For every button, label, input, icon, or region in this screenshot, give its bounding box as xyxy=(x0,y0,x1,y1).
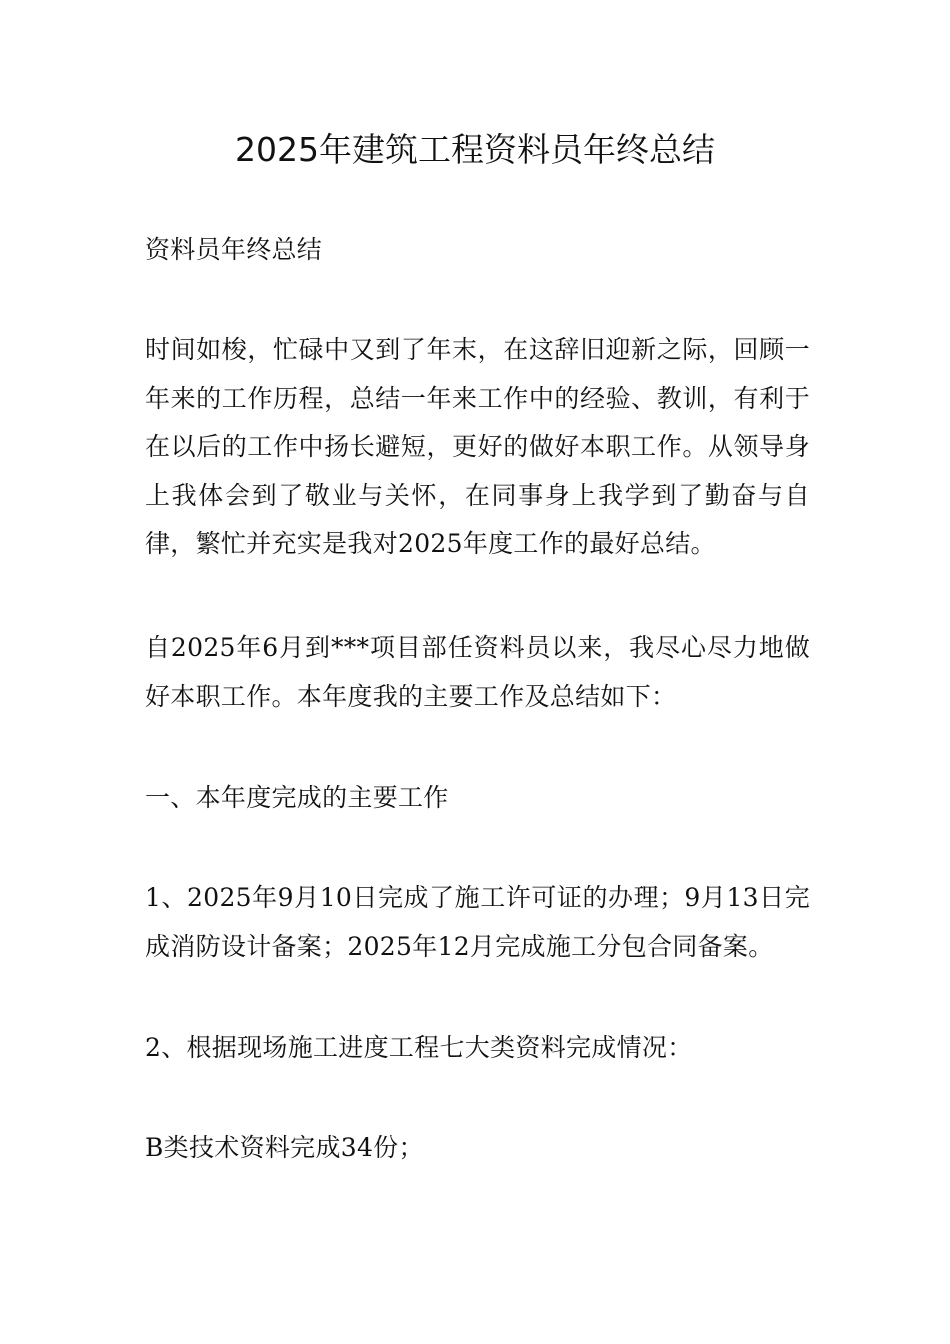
list-item-progress: 2、根据现场施工进度工程七大类资料完成情况： xyxy=(145,1033,693,1062)
list-item-b-type-docs: B类技术资料完成34份； xyxy=(145,1133,424,1162)
subtitle-paragraph: 资料员年终总结 xyxy=(145,235,323,264)
section-heading-main-work: 一、本年度完成的主要工作 xyxy=(145,783,449,812)
document-title: 2025年建筑工程资料员年终总结 xyxy=(235,130,715,169)
list-item-permits: 1、2025年9月10日完成了施工许可证的办理；9月13日完成消防设计备案；2025年12月完成施工分包合同备案。 xyxy=(145,883,810,961)
intro-paragraph: 时间如梭，忙碌中又到了年末，在这辞旧迎新之际，回顾一年来的工作历程，总结一年来工作中的经验、教训，有利于在以后的工作中扬长避短，更好的做好本职工作。从领导身上我体会到了敬业与关怀，在同事身上我学到了勤奋与自律，繁忙并充实是我对2025年度工作的最好总结。 xyxy=(145,335,810,558)
appointment-paragraph: 自2025年6月到***项目部任资料员以来，我尽心尽力地做好本职工作。本年度我的主要工作及总结如下： xyxy=(145,633,810,711)
